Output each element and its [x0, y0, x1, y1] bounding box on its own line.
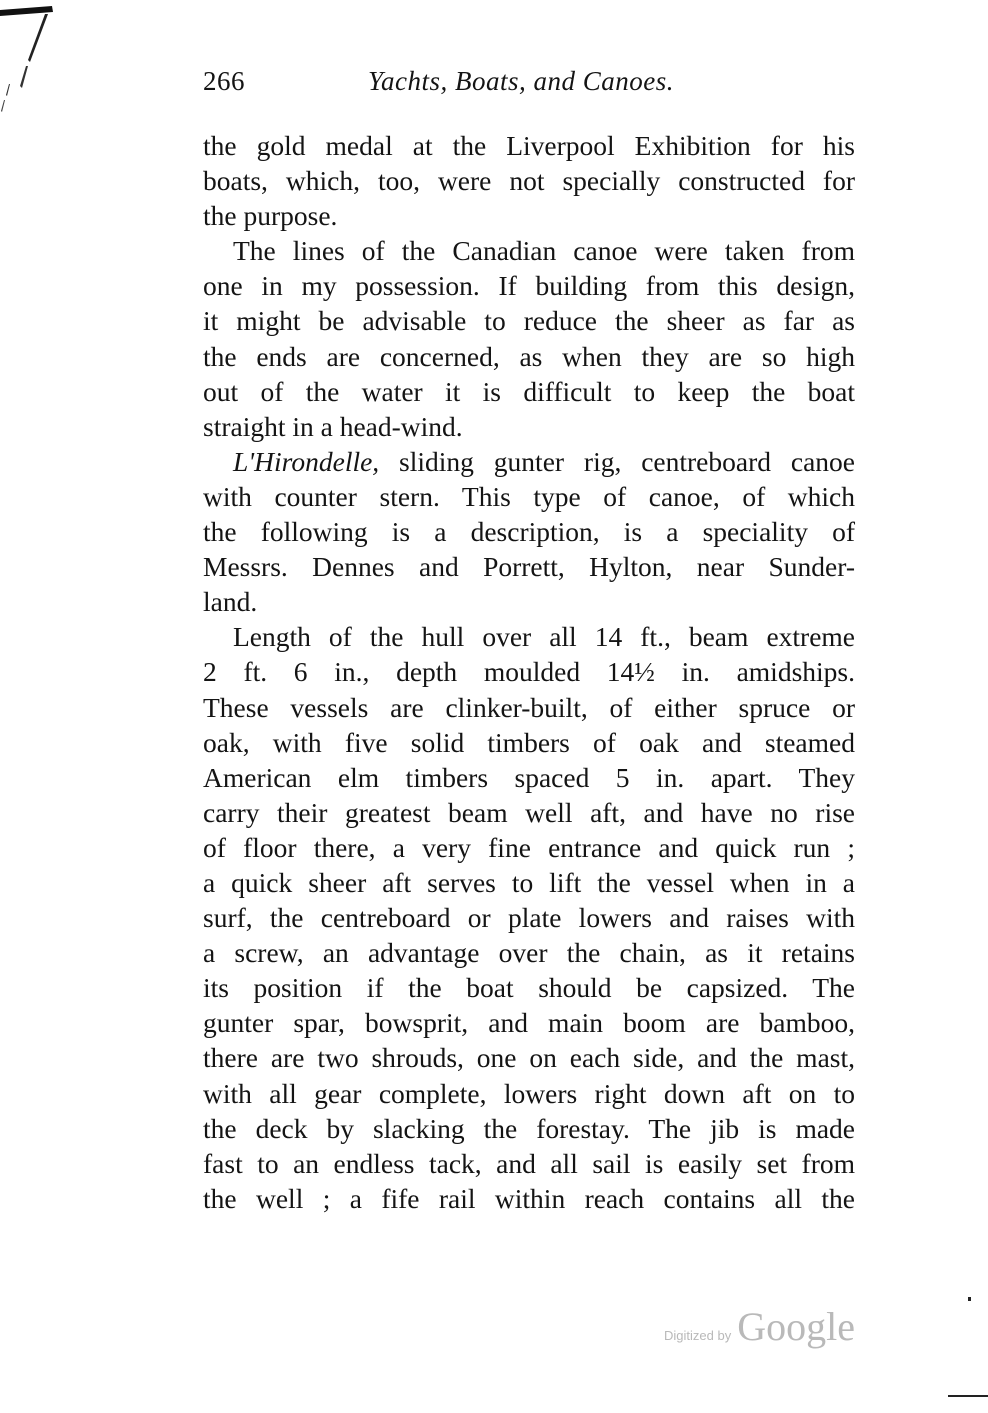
- margin-stroke-diagonal: [28, 14, 48, 62]
- text-line: with counter stern. This type of canoe, of which: [203, 480, 855, 512]
- body-text: [203, 128, 855, 1216]
- text-line: with all gear complete, lowers right down aft on to: [203, 1077, 855, 1109]
- google-logo: Google: [737, 1304, 855, 1349]
- paragraph-4: [203, 619, 855, 1216]
- text-line: surf, the centreboard or plate lowers and raises with: [203, 902, 855, 934]
- text-line: the well ; a fife rail within reach contains all the: [203, 1182, 855, 1214]
- running-header: [203, 66, 855, 106]
- paragraph-1: [203, 128, 855, 233]
- text-line: The lines of the Canadian canoe were taken from: [233, 235, 855, 267]
- scan-speck: [968, 1297, 971, 1301]
- margin-stroke-lower: [20, 66, 28, 88]
- text-line: the following is a description, is a speciality of: [203, 516, 855, 548]
- text-line-rest: sliding gunter rig, centreboard canoe: [379, 445, 855, 477]
- scan-edge-line: [948, 1395, 988, 1397]
- text-line: the gold medal at the Liverpool Exhibition for his: [203, 130, 855, 161]
- digitized-by-google-watermark: [664, 1303, 855, 1350]
- text-line: one in my possession. If building from this design,: [203, 270, 855, 302]
- text-line: American elm timbers spaced 5 in. apart. They: [203, 761, 855, 793]
- text-line: a quick sheer aft serves to lift the vessel when in a: [203, 866, 855, 898]
- text-line: [203, 444, 855, 479]
- text-line: land.: [203, 586, 258, 618]
- text-line: the purpose.: [203, 200, 338, 232]
- text-line: 2 ft. 6 in., depth moulded 14½ in. amidships.: [203, 656, 855, 688]
- text-line: oak, with five solid timbers of oak and steamed: [203, 726, 855, 758]
- text-line: of floor there, a very fine entrance and quick run ;: [203, 831, 855, 863]
- margin-pen-marks: [0, 0, 60, 130]
- text-line: fast to an endless tack, and all sail is easily set from: [203, 1147, 855, 1179]
- text-line: gunter spar, bowsprit, and main boom are bamboo,: [203, 1007, 855, 1039]
- text-line: These vessels are clinker-built, of either spruce or: [203, 691, 855, 723]
- margin-stroke-tick: [6, 84, 10, 96]
- text-line: boats, which, too, were not specially constructed for: [203, 165, 855, 197]
- text-line: it might be advisable to reduce the sheer as far as: [203, 305, 855, 337]
- text-line: carry their greatest beam well aft, and have no rise: [203, 796, 855, 828]
- boat-name: L'Hirondelle,: [233, 445, 380, 477]
- page-number: 266: [203, 66, 245, 96]
- text-line: Length of the hull over all 14 ft., beam extreme: [233, 621, 855, 653]
- text-line: there are two shrouds, one on each side, and the mast,: [203, 1042, 855, 1074]
- watermark-prefix: Digitized by: [664, 1328, 732, 1343]
- running-title: Yachts, Boats, and Canoes.: [368, 66, 675, 96]
- text-line: Messrs. Dennes and Porrett, Hylton, near Sunder-: [203, 551, 855, 583]
- text-line: out of the water it is difficult to keep the boat: [203, 375, 855, 407]
- text-line: the ends are concerned, as when they are so high: [203, 340, 855, 372]
- text-line: straight in a head-wind.: [203, 410, 463, 442]
- paragraph-3: [203, 444, 855, 619]
- text-line: the deck by slacking the forestay. The jib is made: [203, 1112, 855, 1144]
- text-line: a screw, an advantage over the chain, as it retains: [203, 937, 855, 969]
- margin-stroke-tick-2: [1, 100, 5, 112]
- paragraph-2: [203, 233, 855, 444]
- text-line: its position if the boat should be capsized. The: [203, 972, 855, 1004]
